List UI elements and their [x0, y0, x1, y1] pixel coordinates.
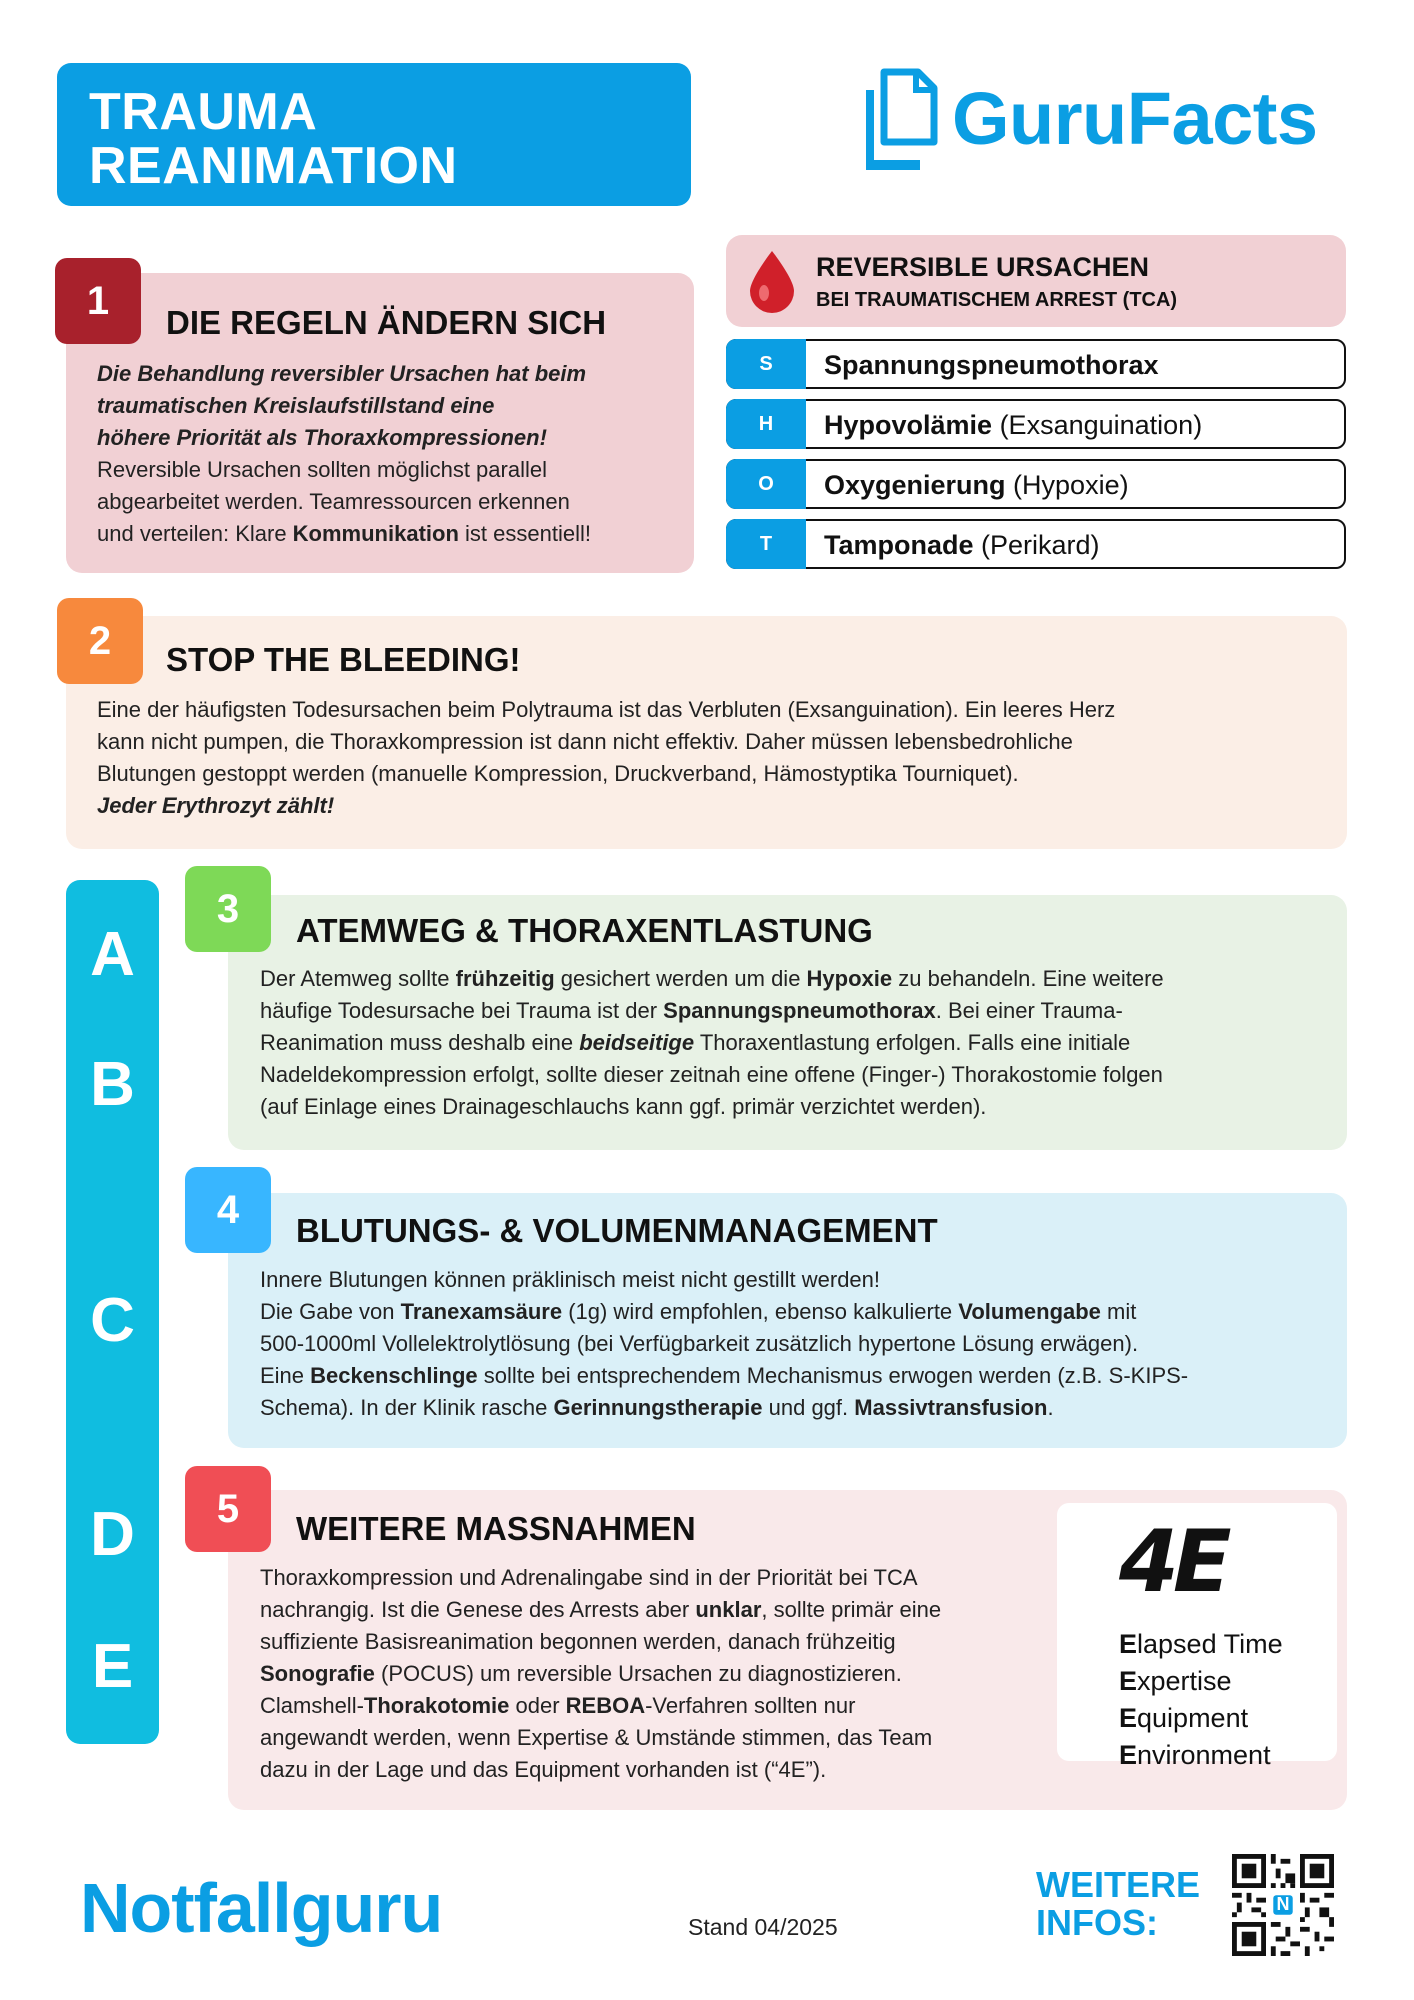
s1-bold-3: höhere Priorität als Thoraxkompressionen! — [97, 425, 547, 450]
four-e-elapsed — [1119, 1626, 1283, 1663]
section-5-text — [260, 1562, 1050, 1786]
title-banner — [57, 63, 691, 206]
qr-code[interactable] — [1232, 1854, 1334, 1956]
version-stand: Stand 04/2025 — [688, 1914, 838, 1940]
s3-l1e: zu behandeln. Eine weitere — [892, 966, 1164, 991]
s3-l2a: häufige Todesursache bei Trauma ist der — [260, 998, 664, 1023]
s2-line-3: Blutungen gestoppt werden (manuelle Kompression, Druckverband, Hämostyptika Tourniquet). — [97, 761, 1019, 786]
blood-drop-icon — [746, 249, 798, 313]
section-3-badge: 3 — [185, 866, 271, 952]
four-e-3-rest: quipment — [1137, 1703, 1249, 1733]
s5-l5e: -Verfahren sollten nur — [645, 1693, 856, 1718]
abcde-c: C — [90, 1286, 135, 1355]
s1-line-6c: ist essentiell! — [458, 521, 591, 546]
section-4-badge: 4 — [185, 1167, 271, 1253]
s5-l4a: Sonografie — [260, 1661, 375, 1686]
s1-bold-1: Die Behandlung reversibler Ursachen hat beim — [97, 361, 587, 386]
abcde-b: B — [90, 1050, 135, 1119]
row-o-bold: Oxygenierung — [824, 470, 1006, 500]
letter-t: T — [726, 519, 806, 569]
s1-line-6b: Kommunikation — [292, 521, 459, 546]
s3-l1a: Der Atemweg sollte — [260, 966, 456, 991]
s4-l5c: und ggf. — [762, 1395, 855, 1420]
s3-l1b: frühzeitig — [455, 966, 555, 991]
row-h-rest: (Exsanguination) — [992, 410, 1203, 440]
s1-bold-2: traumatischen Kreislaufstillstand eine — [97, 393, 495, 418]
s3-l5: (auf Einlage eines Drainageschlauchs kann ggf. primär verzichtet werden). — [260, 1094, 987, 1119]
letter-h: H — [726, 399, 806, 449]
four-e-2-rest: xpertise — [1137, 1666, 1232, 1696]
row-h-bold: Hypovolämie — [824, 410, 993, 440]
s4-l5a: Schema). In der Klinik rasche — [260, 1395, 554, 1420]
s5-l4b: (POCUS) um reversible Ursachen zu diagnostizieren. — [374, 1661, 902, 1686]
title-line1: TRAUMA — [89, 83, 318, 141]
s3-l3c: Thoraxentlastung erfolgen. Falls eine initiale — [694, 1030, 1131, 1055]
s5-l2b: unklar — [695, 1597, 762, 1622]
s2-line-4: Jeder Erythrozyt zählt! — [97, 793, 335, 818]
section-5-title: WEITERE MASSNAHMEN — [296, 1510, 696, 1547]
s5-l6: angewandt werden, wenn Expertise & Umstände stimmen, das Team — [260, 1725, 933, 1750]
reversible-row-o — [726, 459, 1346, 509]
letter-s: S — [726, 339, 806, 389]
s3-l3b: beidseitige — [579, 1030, 695, 1055]
section-5-badge: 5 — [185, 1466, 271, 1552]
four-e-3-first: E — [1119, 1703, 1138, 1733]
s4-l4a: Eine — [260, 1363, 311, 1388]
notfallguru-logo[interactable]: Notfallguru — [80, 1869, 443, 1947]
abcde-e: E — [91, 1632, 134, 1701]
four-e-environment — [1119, 1737, 1271, 1774]
s4-l5e: . — [1047, 1395, 1054, 1420]
s4-l4c: sollte bei entsprechendem Mechanismus erwogen werden (z.B. S-KIPS- — [477, 1363, 1189, 1388]
s2-line-2: kann nicht pumpen, die Thoraxkompression ist dann nicht effektiv. Daher müssen lebensbedrohliche — [97, 729, 1073, 754]
reversible-row-s — [726, 339, 1346, 389]
section-1-badge: 1 — [55, 258, 141, 344]
four-e-equipment — [1119, 1700, 1248, 1737]
row-o-rest: (Hypoxie) — [1005, 470, 1129, 500]
s3-l2b: Spannungspneumothorax — [663, 998, 936, 1023]
s4-l5b: Gerinnungstherapie — [553, 1395, 763, 1420]
s5-l5c: oder — [509, 1693, 566, 1718]
document-icon — [856, 68, 946, 178]
s4-l2a: Die Gabe von — [260, 1299, 401, 1324]
s4-l1: Innere Blutungen können präklinisch meist nicht gestillt werden! — [260, 1267, 881, 1292]
reversible-row-t — [726, 519, 1346, 569]
s1-line-5: abgearbeitet werden. Teamressourcen erkennen — [97, 489, 570, 514]
title-line2: REANIMATION — [89, 137, 458, 195]
s4-l2d: Volumengabe — [958, 1299, 1101, 1324]
reversible-row-h — [726, 399, 1346, 449]
section-4-text — [260, 1264, 1340, 1424]
letter-o: O — [726, 459, 806, 509]
row-s-bold: Spannungspneumothorax — [824, 350, 1159, 380]
s1-line-6a: und verteilen: Klare — [97, 521, 293, 546]
s3-l1c: gesichert werden um die — [554, 966, 807, 991]
abcde-a: A — [90, 920, 135, 989]
four-e-expertise — [1119, 1663, 1232, 1700]
reversible-subtitle: BEI TRAUMATISCHEM ARREST (TCA) — [816, 289, 1178, 311]
s5-l1: Thoraxkompression und Adrenalingabe sind in der Priorität bei TCA — [260, 1565, 918, 1590]
s5-l3: suffiziente Basisreanimation begonnen werden, danach frühzeitig — [260, 1629, 896, 1654]
more-info-line1: WEITERE — [1036, 1864, 1201, 1905]
row-t-rest: (Perikard) — [973, 530, 1100, 560]
s5-l5d: REBOA — [565, 1693, 646, 1718]
qr-center-letter: N — [1276, 1894, 1290, 1914]
s4-l5d: Massivtransfusion — [854, 1395, 1048, 1420]
abcde-d: D — [90, 1500, 135, 1569]
s1-line-4: Reversible Ursachen sollten möglichst parallel — [97, 457, 547, 482]
s2-line-1: Eine der häufigsten Todesursachen beim Polytrauma ist das Verbluten (Exsanguination). Ein leeres Herz — [97, 697, 1116, 722]
s5-l2a: nachrangig. Ist die Genese des Arrests aber — [260, 1597, 696, 1622]
reversible-causes-header — [726, 235, 1346, 327]
s3-l1d: Hypoxie — [806, 966, 893, 991]
s4-l4b: Beckenschlinge — [310, 1363, 478, 1388]
s5-l7: dazu in der Lage und das Equipment vorhanden ist (“4E”). — [260, 1757, 827, 1782]
section-2-title: STOP THE BLEEDING! — [166, 641, 521, 678]
more-info-label — [1036, 1866, 1200, 1942]
reversible-title: REVERSIBLE URSACHEN — [816, 252, 1150, 282]
section-4-title: BLUTUNGS- & VOLUMENMANAGEMENT — [296, 1212, 938, 1249]
s4-l2e: mit — [1100, 1299, 1137, 1324]
section-2-text — [97, 694, 1337, 822]
section-3-title: ATEMWEG & THORAXENTLASTUNG — [296, 912, 873, 949]
s3-l2c: . Bei einer Trauma- — [935, 998, 1123, 1023]
section-3-text — [260, 963, 1340, 1123]
section-1-text — [97, 358, 687, 550]
s4-l3: 500-1000ml Vollelektrolytlösung (bei Verfügbarkeit zusätzlich hypertone Lösung erwägen). — [260, 1331, 1139, 1356]
abcde-bar — [66, 880, 159, 1744]
s3-l4: Nadeldekompression erfolgt, sollte dieser zeitnah eine offene (Finger-) Thorakostomie folgen — [260, 1062, 1163, 1087]
s4-l2c: (1g) wird empfohlen, ebenso kalkulierte — [562, 1299, 959, 1324]
gurufacts-logo — [856, 68, 1336, 178]
s5-l5a: Clamshell- — [260, 1693, 364, 1718]
brand-name: GuruFacts — [952, 77, 1318, 160]
four-e-box — [1057, 1503, 1337, 1770]
four-e-1-rest: lapsed Time — [1137, 1629, 1283, 1659]
four-e-1-first: E — [1119, 1629, 1138, 1659]
s4-l2b: Tranexamsäure — [400, 1299, 563, 1324]
more-info-line2: INFOS: — [1036, 1902, 1158, 1943]
four-e-4-first: E — [1119, 1740, 1138, 1770]
s5-l2c: , sollte primär eine — [761, 1597, 942, 1622]
four-e-2-first: E — [1119, 1666, 1138, 1696]
section-2-badge: 2 — [57, 598, 143, 684]
s3-l3a: Reanimation muss deshalb eine — [260, 1030, 580, 1055]
s5-l5b: Thorakotomie — [363, 1693, 510, 1718]
row-t-bold: Tamponade — [824, 530, 974, 560]
four-e-4-rest: nvironment — [1137, 1740, 1271, 1770]
four-e-logo: 4E — [1119, 1512, 1226, 1612]
section-1-title: DIE REGELN ÄNDERN SICH — [166, 304, 607, 341]
